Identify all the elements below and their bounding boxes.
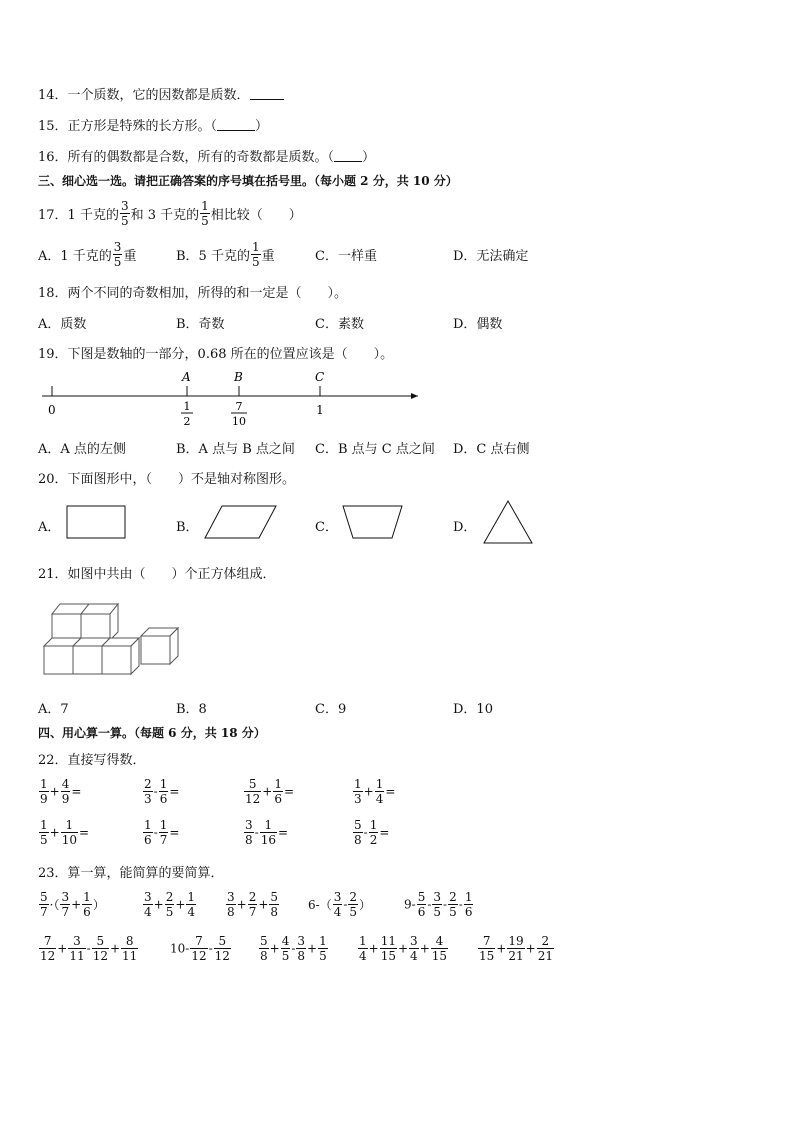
calculation-expression[interactable]: [477, 934, 555, 963]
operator: -: [254, 825, 259, 840]
operator: +: [57, 941, 68, 956]
fraction: $\frac{1}{4}$: [187, 890, 196, 919]
fraction: $\frac{7}{12}$: [191, 934, 207, 963]
option-d[interactable]: D．无法确定: [453, 249, 529, 264]
label-c: C: [315, 370, 325, 384]
fraction: $\frac{2}{5}$: [165, 890, 174, 919]
calculation-expression[interactable]: [38, 890, 105, 919]
option-b[interactable]: B．奇数: [176, 317, 225, 332]
operator: +: [49, 825, 60, 840]
question-20-text: 20．下面图形中，（ ）不是轴对称图形。: [38, 472, 296, 487]
fraction: $\frac{3}{5}$: [113, 239, 122, 269]
mental-math-item[interactable]: [243, 818, 288, 847]
question-15-text: 15．正方形是特殊的长方形。（: [38, 119, 218, 134]
fraction: $\frac{8}{11}$: [122, 934, 138, 963]
mental-math-item[interactable]: [352, 818, 389, 847]
fraction: $\frac{4}{9}$: [61, 777, 70, 806]
operator: -: [153, 825, 158, 840]
question-14-text: 14．一个质数，它的因数都是质数．: [38, 88, 250, 103]
operator: +: [307, 941, 318, 956]
calculation-expression[interactable]: [142, 890, 197, 919]
triangle-shape: [484, 501, 532, 543]
question-21-text: 21．如图中共由（ ）个正方体组成．: [38, 567, 276, 582]
option-b[interactable]: B．: [176, 520, 199, 535]
calculation-expression[interactable]: [225, 890, 280, 919]
label-one: 1: [316, 403, 324, 417]
question-16: [38, 146, 375, 165]
fraction: $\frac{5}{7}$: [40, 890, 48, 919]
half-denominator: 2: [183, 415, 191, 428]
fraction: $\frac{1}{6}$: [464, 890, 473, 919]
fraction: $\frac{1}{6}$: [274, 777, 282, 806]
fraction: $\frac{3}{11}$: [69, 934, 85, 963]
seven-tenths-numerator: 7: [235, 400, 243, 413]
fraction: $\frac{1}{9}$: [40, 777, 48, 806]
seven-tenths-denominator: 10: [232, 415, 246, 428]
option-d[interactable]: D．偶数: [453, 317, 503, 332]
section-3-title: 三、细心选一选。请把正确答案的序号填在括号里。（每小题 2 分，共 10 分）: [38, 174, 458, 188]
number-line: [0, 360, 794, 430]
mental-math-item[interactable]: [38, 818, 89, 847]
operator: -: [458, 897, 463, 912]
fraction: $\frac{1}{16}$: [260, 818, 276, 847]
operator: -: [86, 941, 91, 956]
question-17-mid: 和 3 千克的: [130, 207, 200, 223]
option-c[interactable]: C．: [315, 520, 338, 535]
operator: =: [169, 784, 180, 799]
fraction: $\frac{11}{15}$: [380, 934, 396, 963]
operator: +: [363, 784, 374, 799]
fraction: $\frac{1}{5}$: [201, 198, 209, 228]
fraction: $\frac{5}{8}$: [354, 818, 362, 847]
fraction: $\frac{1}{7}$: [159, 818, 168, 847]
fraction: $\frac{4}{5}$: [281, 934, 290, 963]
question-15: [38, 115, 268, 134]
question-18-text: 18．两个不同的奇数相加，所得的和一定是（ ）。: [38, 286, 348, 301]
operator: 9-: [404, 897, 416, 912]
fraction: $\frac{3}{4}$: [333, 890, 342, 919]
fraction: $\frac{3}{4}$: [144, 890, 152, 919]
mental-math-item[interactable]: [142, 818, 179, 847]
fraction: $\frac{2}{3}$: [144, 777, 152, 806]
fraction: $\frac{2}{21}$: [537, 934, 553, 963]
option-a[interactable]: A．1 千克的 $\frac{3}{5}$ 重: [38, 239, 137, 269]
shapes-figure: [0, 498, 794, 548]
fraction: $\frac{3}{5}$: [120, 198, 129, 228]
question-19-text: 19．下图是数轴的一部分，0.68 所在的位置应该是（ ）。: [38, 347, 394, 362]
answer-blank[interactable]: [334, 151, 362, 162]
operator: +: [153, 897, 164, 912]
operator: 6-（: [308, 898, 332, 912]
operator: -: [427, 897, 432, 912]
fraction: $\frac{3}{4}$: [410, 934, 418, 963]
rectangle-shape: [67, 506, 125, 538]
operator: =: [71, 784, 82, 799]
fraction: $\frac{5}{12}$: [214, 934, 230, 963]
fraction: $\frac{2}{7}$: [248, 890, 257, 919]
answer-blank[interactable]: [250, 89, 284, 100]
operator: +: [525, 941, 536, 956]
fraction: $\frac{19}{21}$: [508, 934, 524, 963]
operator: ）: [92, 898, 105, 912]
bracket-close: ）: [255, 119, 269, 134]
fraction: $\frac{1}{3}$: [354, 777, 362, 806]
operator: =: [78, 825, 90, 840]
fraction: $\frac{1}{2}$: [369, 818, 378, 847]
mental-math-item[interactable]: [243, 777, 294, 806]
operator: =: [385, 784, 396, 799]
calculation-expression[interactable]: [38, 934, 139, 963]
fraction: $\frac{3}{8}$: [245, 818, 253, 847]
operator: +: [71, 897, 82, 912]
operator: =: [169, 825, 180, 840]
operator: ）: [359, 898, 372, 912]
fraction: $\frac{3}{5}$: [433, 890, 442, 919]
option-c[interactable]: C．一样重: [315, 249, 377, 264]
option-a[interactable]: A．质数: [38, 317, 87, 332]
question-17-prefix: 17．1 千克的: [38, 207, 119, 223]
fraction: $\frac{1}{5}$: [319, 934, 327, 963]
fraction: $\frac{2}{5}$: [349, 890, 358, 919]
fraction: $\frac{1}{6}$: [144, 818, 152, 847]
fraction: $\frac{7}{15}$: [479, 934, 495, 963]
mental-math-item[interactable]: [38, 777, 81, 806]
label-zero: 0: [48, 403, 56, 417]
calculation-expression[interactable]: [404, 890, 474, 919]
fraction: $\frac{1}{6}$: [159, 777, 168, 806]
fraction: $\frac{1}{5}$: [251, 239, 260, 269]
option-c[interactable]: C．B 点与 C 点之间: [315, 442, 435, 457]
cube-front: [141, 636, 170, 664]
option-d[interactable]: D．: [453, 520, 477, 535]
operator: +: [49, 784, 60, 799]
label-b: B: [234, 370, 243, 384]
operator: +: [368, 941, 379, 956]
option-b[interactable]: B．8: [176, 702, 207, 717]
section-4-title: 四、用心算一算。（每题 6 分，共 18 分）: [38, 726, 266, 740]
fraction: $\frac{7}{12}$: [40, 934, 56, 963]
option-d[interactable]: D．10: [453, 702, 493, 717]
operator: -: [363, 825, 368, 840]
fraction: $\frac{3}{8}$: [297, 934, 306, 963]
question-17: [38, 193, 302, 233]
option-b[interactable]: B．A 点与 B 点之间: [176, 442, 295, 457]
operator: =: [277, 825, 289, 840]
mental-math-item[interactable]: [142, 777, 179, 806]
operator: -: [208, 941, 213, 956]
option-d[interactable]: D．C 点右侧: [453, 442, 530, 457]
operator: +: [258, 897, 269, 912]
fraction: $\frac{4}{15}$: [431, 934, 448, 963]
calculation-expression[interactable]: [170, 934, 232, 963]
option-c[interactable]: C．素数: [315, 317, 364, 332]
fraction: $\frac{2}{5}$: [449, 890, 457, 919]
option-a[interactable]: A．7: [38, 702, 69, 717]
fraction: $\frac{1}{4}$: [359, 934, 367, 963]
operator: -: [443, 897, 448, 912]
question-22-text: 22．直接写得数．: [38, 753, 146, 768]
label-a: A: [182, 370, 191, 384]
operator: +: [496, 941, 507, 956]
trapezoid-shape: [343, 506, 402, 538]
fraction: $\frac{5}{6}$: [417, 890, 426, 919]
fraction: $\frac{5}{8}$: [270, 890, 279, 919]
fraction: $\frac{1}{10}$: [61, 818, 77, 847]
operator: +: [109, 941, 121, 956]
operator: +: [175, 897, 186, 912]
question-16-text: 16．所有的偶数都是合数，所有的奇数都是质数。（: [38, 150, 335, 165]
bracket-close: ）: [362, 150, 376, 165]
operator: +: [262, 784, 273, 799]
option-a[interactable]: A．: [38, 520, 61, 535]
fraction: $\frac{5}{12}$: [245, 777, 261, 806]
operator: +: [419, 941, 430, 956]
operator: =: [379, 825, 390, 840]
cubes-figure: [40, 600, 185, 678]
operator: -: [291, 941, 296, 956]
option-a[interactable]: A．A 点的左侧: [38, 442, 126, 457]
calculation-expression[interactable]: [258, 934, 329, 963]
operator: -: [343, 897, 348, 912]
fraction: $\frac{3}{7}$: [61, 890, 70, 919]
question-23-text: 23．算一算，能简算的要简算．: [38, 866, 224, 881]
fraction: $\frac{1}{4}$: [375, 777, 384, 806]
fraction: $\frac{3}{8}$: [227, 890, 235, 919]
operator: -: [153, 784, 158, 799]
fraction: $\frac{5}{12}$: [92, 934, 108, 963]
option-b[interactable]: B．5 千克的 $\frac{1}{5}$ 重: [176, 239, 275, 269]
parallelogram-shape: [205, 506, 276, 538]
operator: 10-: [170, 941, 190, 956]
calculation-expression[interactable]: [308, 890, 371, 919]
answer-blank[interactable]: [217, 120, 255, 131]
question-17-suffix: 相比较（ ）: [210, 207, 302, 223]
fraction: $\frac{1}{6}$: [83, 890, 91, 919]
half-numerator: 1: [183, 400, 191, 413]
operator: +: [397, 941, 409, 956]
arrow-head-icon: [411, 393, 418, 399]
operator: +: [236, 897, 247, 912]
operator: +: [269, 941, 280, 956]
option-c[interactable]: C．9: [315, 702, 347, 717]
operator: =: [283, 784, 295, 799]
fraction: $\frac{5}{8}$: [260, 934, 268, 963]
fraction: $\frac{1}{5}$: [40, 818, 48, 847]
calculation-expression[interactable]: [357, 934, 449, 963]
question-14: [38, 84, 284, 103]
mental-math-item[interactable]: [352, 777, 395, 806]
operator: ·（: [49, 898, 60, 912]
